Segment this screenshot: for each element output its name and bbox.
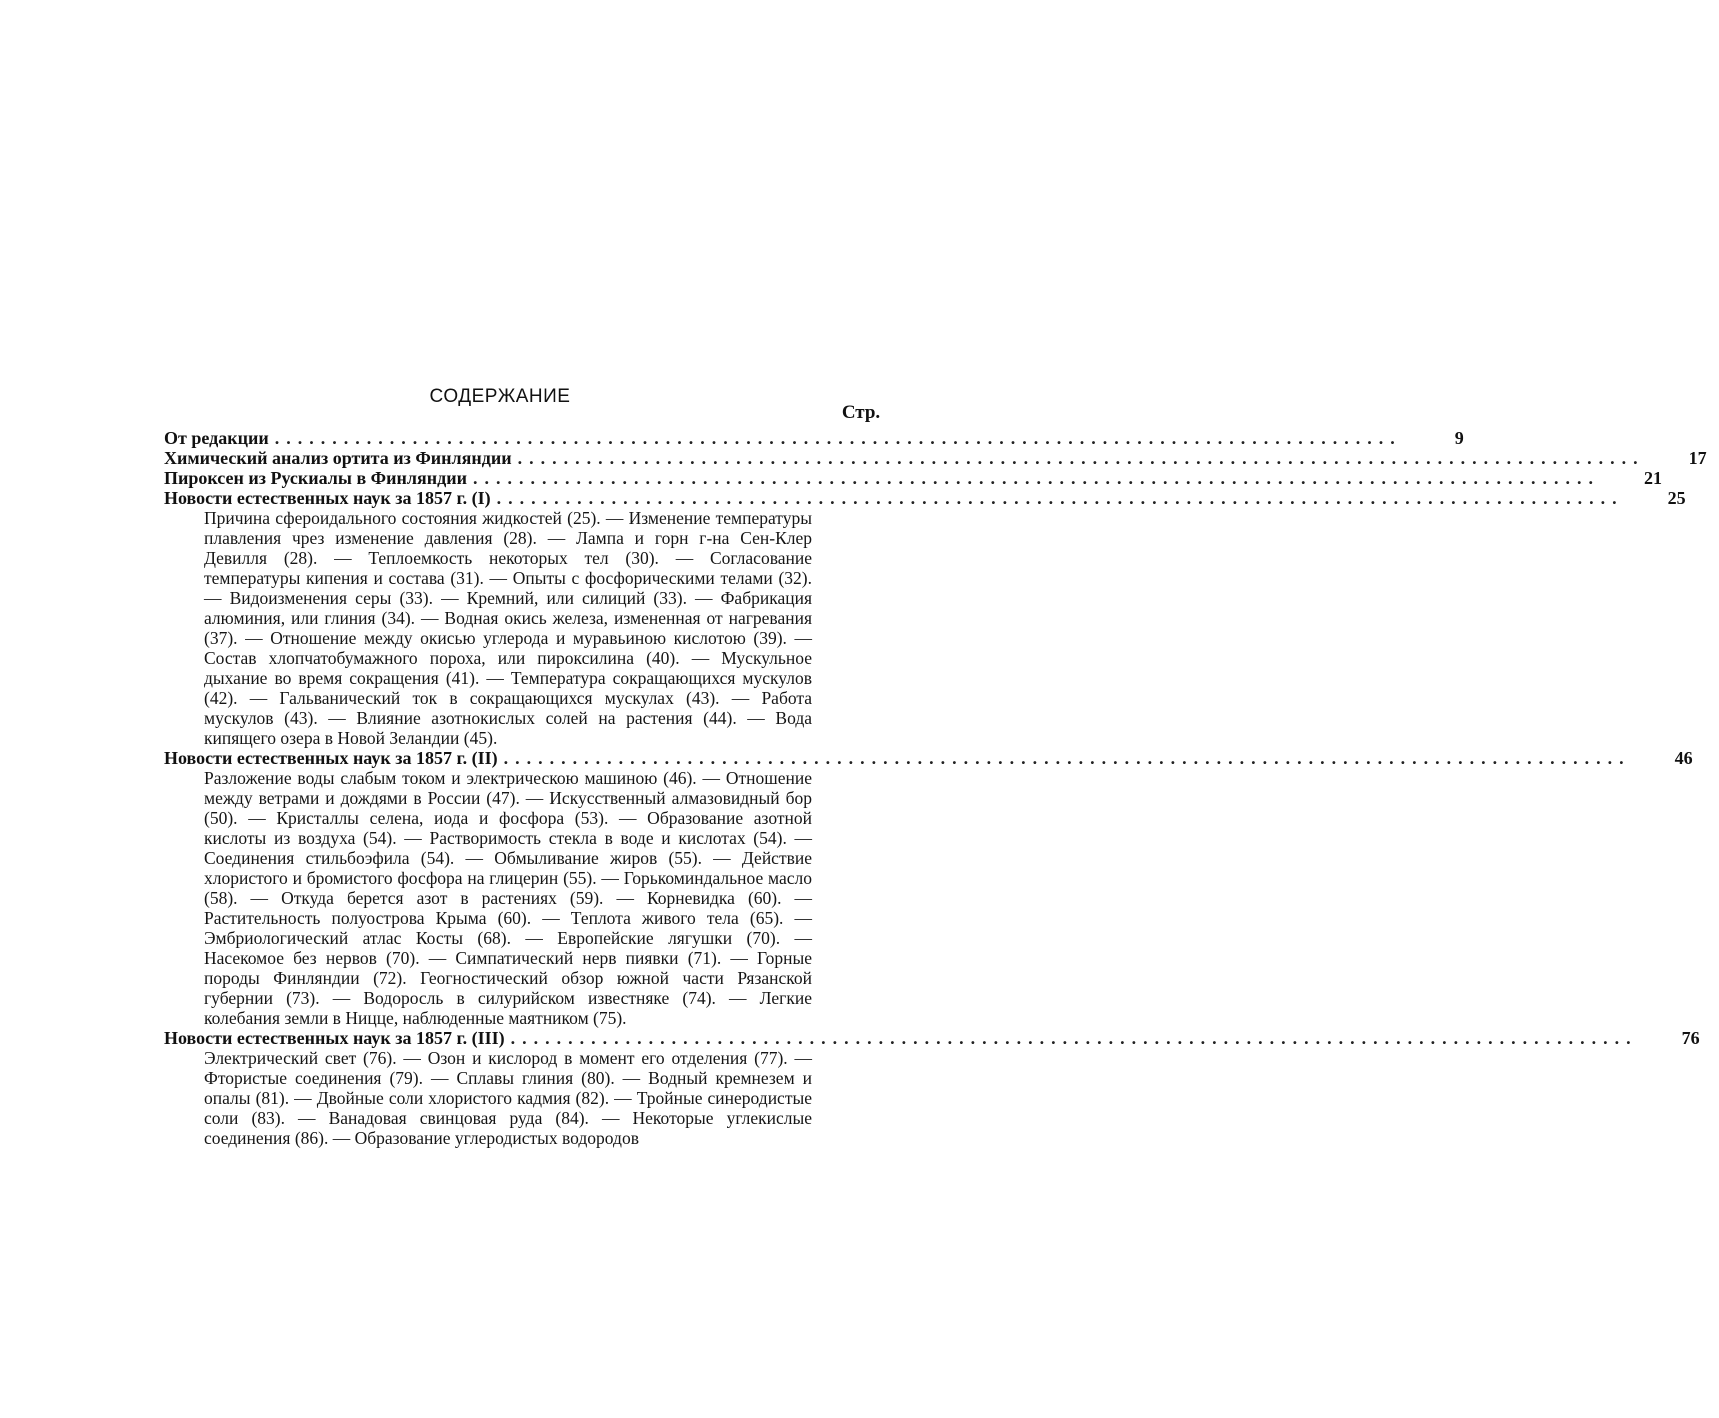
toc-heading: СОДЕРЖАНИЕ	[429, 386, 571, 407]
toc-entry-title: Химический анализ ортита из Финляндии	[164, 448, 512, 468]
toc-entry	[164, 488, 1686, 748]
toc-entry-title-row[interactable]	[164, 748, 1693, 768]
toc-entry-title-row[interactable]	[164, 468, 1662, 488]
toc-entry	[164, 448, 1707, 468]
toc-entry	[164, 428, 1464, 448]
toc-entry-summary: Разложение воды слабым током и электрическою машиною (46). — Отношение между ветрами и дождями в России (47). — Искусственный алмазовидный бор (50). — Кристаллы селена, иода и фосфора (53). — Образование азотной кислоты из воздуха (54). — Растворимость стекла в воде и кислотах (54). — Соединения стильбоэфила (54). — Обмыливание жиров (55). — Действие хлористого и бромистого фосфора на глицерин (55). — Горькоминдальное масло (58). — Откуда берется азот в растениях (59). — Корневидка (60). — Растительность полуострова Крыма (60). — Теплота живого тела (65). — Эмбриологический атлас Косты (68). — Европейские лягушки (70). — Насекомое без нервов (70). — Симпатический нерв пиявки (71). — Горные породы Финляндии (72). Геогностический обзор южной части Рязанской губернии (73). — Водоросль в силурийском известняке (74). — Легкие колебания земли в Ницце, наблюденные маятником (75).	[204, 768, 812, 1028]
toc-entry-summary: Причина сфероидального состояния жидкостей (25). — Изменение температуры плавления чрез изменение давления (28). — Лампа и горн г-на Сен-Клер Девилля (28). — Теплоемкость некоторых тел (30). — Согласование температуры кипения и состава (31). — Опыты с фосфорическими телами (32). — Видоизменения серы (33). — Кремний, или силиций (33). — Фабрикация алюминия, или глиния (34). — Водная окись железа, измененная от нагревания (37). — Отношение между окисью углерода и муравьиною кислотою (39). — Состав хлопчатобумажного пороха, или пироксилина (40). — Мускульное дыхание во время сокращения (41). — Температура сокращающихся мускулов (42). — Гальванический ток в сокращающихся мускулах (43). — Работа мускулов (43). — Влияние азотнокислых солей на растения (44). — Вода кипящего озера в Новой Зеландии (45).	[204, 508, 812, 748]
toc-entry	[164, 468, 1662, 488]
dot-leader: ..................................................................................................	[472, 468, 1600, 488]
toc-entry-page: 17	[1688, 448, 1707, 468]
toc-entry-page: 76	[1681, 1028, 1700, 1048]
table-of-contents	[164, 428, 1707, 1148]
page-column-label: Стр.	[841, 402, 881, 423]
toc-entry-page: 46	[1674, 748, 1693, 768]
dot-leader: ..................................................................................................	[496, 488, 1624, 508]
dot-leader: ..................................................................................................	[503, 748, 1631, 768]
toc-entry-page: 21	[1643, 468, 1662, 488]
dot-leader: ..................................................................................................	[517, 448, 1645, 468]
toc-entry-page: 25	[1667, 488, 1686, 508]
toc-entry	[164, 1028, 1700, 1148]
toc-entry-summary: Электрический свет (76). — Озон и кислород в момент его отделения (77). — Фтористые соединения (79). — Сплавы глиния (80). — Водный кремнезем и опалы (81). — Двойные соли хлористого кадмия (82). — Тройные синеродистые соли (83). — Ванадовая свинцовая руда (84). — Некоторые углекислые соединения (86). — Образование углеродистых водородов	[204, 1048, 812, 1148]
dot-leader: ..................................................................................................	[274, 428, 1402, 448]
dot-leader: ..................................................................................................	[510, 1028, 1638, 1048]
toc-entry-title-row[interactable]	[164, 488, 1686, 508]
toc-entry-title: Пироксен из Рускиалы в Финляндии	[164, 468, 467, 488]
toc-entry-title-row[interactable]	[164, 448, 1707, 468]
toc-entry-title: Новости естественных наук за 1857 г. (II)	[164, 748, 498, 768]
toc-entry	[164, 748, 1693, 1028]
toc-entry-title-row[interactable]	[164, 1028, 1700, 1048]
toc-entry-page: 9	[1454, 428, 1464, 448]
toc-entry-title-row[interactable]	[164, 428, 1464, 448]
toc-entry-title: Новости естественных наук за 1857 г. (III)	[164, 1028, 505, 1048]
toc-entry-title: Новости естественных наук за 1857 г. (I)	[164, 488, 491, 508]
toc-entry-title: От редакции	[164, 428, 269, 448]
